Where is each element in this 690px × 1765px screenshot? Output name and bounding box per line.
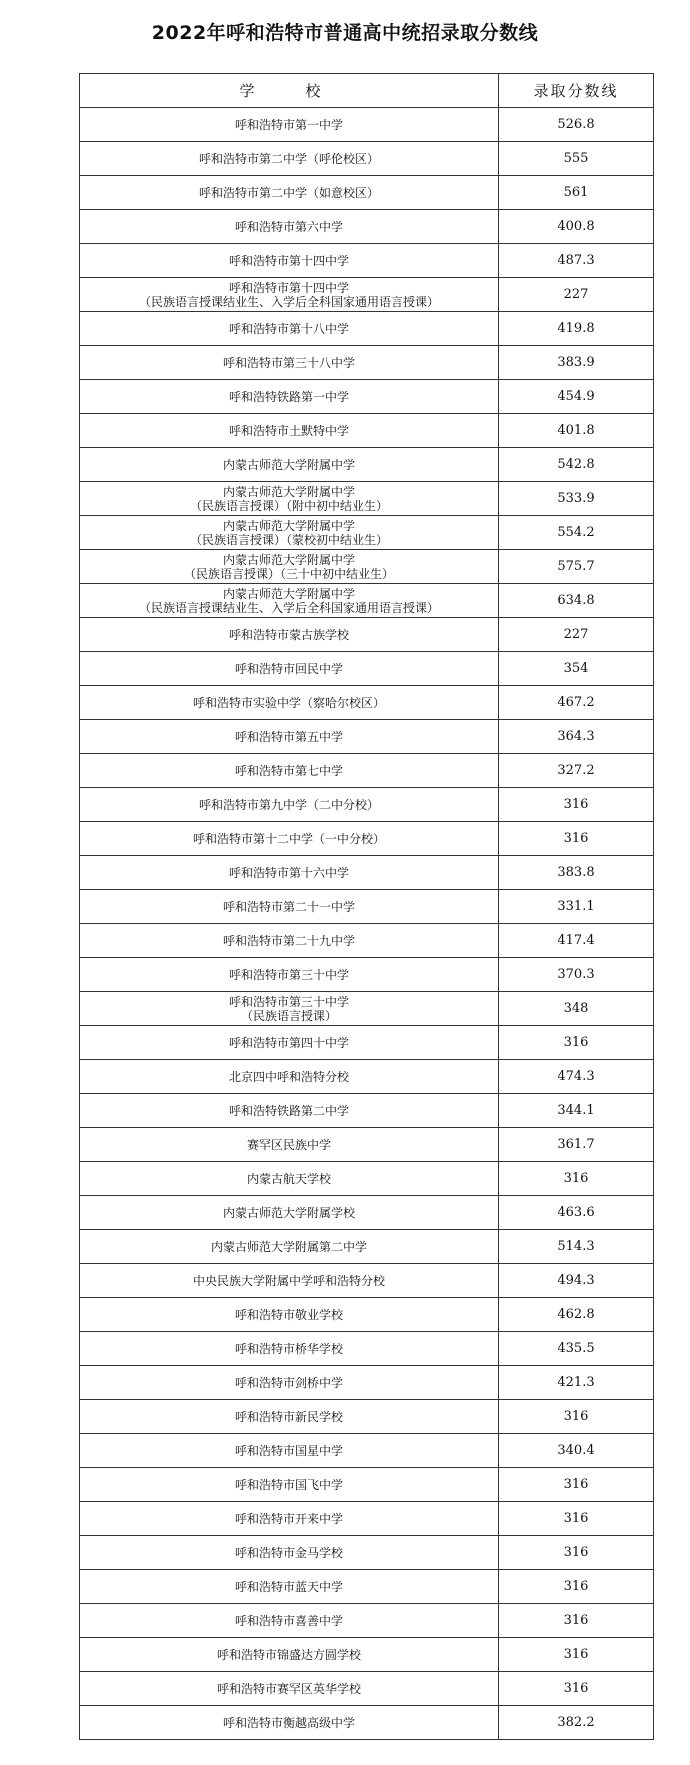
school-name: 呼和浩特市实验中学（察哈尔校区） [192, 695, 385, 710]
school-cell [80, 1366, 499, 1400]
school-cell [80, 1060, 499, 1094]
score-cell: 421.3 [499, 1366, 654, 1400]
table-row [80, 1332, 654, 1366]
school-name: 呼和浩特市锦盛达方圆学校 [216, 1647, 361, 1662]
school-cell [80, 108, 499, 142]
score-cell: 554.2 [499, 516, 654, 550]
header-score: 录取分数线 [499, 74, 654, 108]
school-name: 呼和浩特市剑桥中学 [234, 1375, 343, 1390]
table-row [80, 584, 654, 618]
score-cell: 316 [499, 1468, 654, 1502]
table-row [80, 992, 654, 1026]
school-note: （民族语言授课）（蒙校初中结业生） [189, 532, 388, 547]
score-cell: 474.3 [499, 1060, 654, 1094]
table-row [80, 652, 654, 686]
school-cell [80, 1264, 499, 1298]
score-cell: 316 [499, 1638, 654, 1672]
school-name: 呼和浩特市第三十中学 [228, 994, 349, 1009]
school-name: 赛罕区民族中学 [246, 1137, 331, 1152]
school-cell [80, 1434, 499, 1468]
score-cell: 467.2 [499, 686, 654, 720]
score-cell: 227 [499, 618, 654, 652]
school-name: 呼和浩特市第二中学（如意校区） [198, 185, 379, 200]
school-cell [80, 1638, 499, 1672]
school-cell [80, 244, 499, 278]
score-cell: 316 [499, 1672, 654, 1706]
school-name: 呼和浩特市第二十九中学 [222, 933, 355, 948]
score-cell: 316 [499, 1536, 654, 1570]
school-cell [80, 1298, 499, 1332]
school-cell [80, 890, 499, 924]
school-name: 中央民族大学附属中学呼和浩特分校 [192, 1273, 385, 1288]
score-cell: 417.4 [499, 924, 654, 958]
school-name: 呼和浩特市第十二中学（一中分校） [192, 831, 385, 846]
school-cell [80, 176, 499, 210]
table-row [80, 1230, 654, 1264]
score-cell: 555 [499, 142, 654, 176]
school-name: 呼和浩特市第二中学（呼伦校区） [198, 151, 379, 166]
school-name: 呼和浩特市开来中学 [234, 1511, 343, 1526]
school-cell [80, 1196, 499, 1230]
school-name: 内蒙古师范大学附属中学 [222, 552, 355, 567]
score-cell: 382.2 [499, 1706, 654, 1740]
table-header-row [80, 74, 654, 108]
school-name: 内蒙古师范大学附属第二中学 [210, 1239, 367, 1254]
table-row [80, 142, 654, 176]
score-cell: 494.3 [499, 1264, 654, 1298]
table-row [80, 210, 654, 244]
table-row [80, 176, 654, 210]
score-cell: 340.4 [499, 1434, 654, 1468]
table-row [80, 244, 654, 278]
score-cell: 348 [499, 992, 654, 1026]
table-row [80, 618, 654, 652]
school-cell [80, 1604, 499, 1638]
school-cell [80, 1400, 499, 1434]
school-name: 呼和浩特市第九中学（二中分校） [198, 797, 379, 812]
score-cell: 542.8 [499, 448, 654, 482]
score-cell: 526.8 [499, 108, 654, 142]
school-name: 内蒙古师范大学附属中学 [222, 518, 355, 533]
score-cell: 227 [499, 278, 654, 312]
school-name: 呼和浩特铁路第二中学 [228, 1103, 349, 1118]
score-cell: 487.3 [499, 244, 654, 278]
school-name: 呼和浩特市国星中学 [234, 1443, 343, 1458]
table-row [80, 788, 654, 822]
school-cell [80, 992, 499, 1026]
school-name: 呼和浩特市第七中学 [234, 763, 343, 778]
school-cell [80, 346, 499, 380]
school-name: 呼和浩特市国飞中学 [234, 1477, 343, 1492]
school-cell [80, 414, 499, 448]
score-cell: 316 [499, 1162, 654, 1196]
score-cell: 463.6 [499, 1196, 654, 1230]
school-name: 呼和浩特铁路第一中学 [228, 389, 349, 404]
table-row [80, 346, 654, 380]
score-cell: 316 [499, 788, 654, 822]
table-row [80, 890, 654, 924]
school-cell [80, 924, 499, 958]
school-cell [80, 142, 499, 176]
score-cell: 454.9 [499, 380, 654, 414]
table-row [80, 1366, 654, 1400]
score-cell: 401.8 [499, 414, 654, 448]
school-cell [80, 686, 499, 720]
school-cell [80, 1672, 499, 1706]
table-row [80, 720, 654, 754]
school-note: （民族语言授课） [240, 1008, 337, 1023]
school-cell [80, 1706, 499, 1740]
school-name: 呼和浩特市赛罕区英华学校 [216, 1681, 361, 1696]
score-cell: 331.1 [499, 890, 654, 924]
table-row [80, 924, 654, 958]
table-row [80, 1094, 654, 1128]
school-cell [80, 720, 499, 754]
table-row [80, 448, 654, 482]
table-row [80, 958, 654, 992]
school-name: 内蒙古师范大学附属中学 [222, 484, 355, 499]
school-cell [80, 380, 499, 414]
school-cell [80, 312, 499, 346]
school-cell [80, 1230, 499, 1264]
school-name: 呼和浩特市第十六中学 [228, 865, 349, 880]
school-name: 呼和浩特市衡越高级中学 [222, 1715, 355, 1730]
school-cell [80, 1332, 499, 1366]
school-cell [80, 1128, 499, 1162]
score-cell: 316 [499, 1604, 654, 1638]
score-cell: 419.8 [499, 312, 654, 346]
school-cell [80, 822, 499, 856]
school-cell [80, 788, 499, 822]
score-cell: 344.1 [499, 1094, 654, 1128]
score-cell: 514.3 [499, 1230, 654, 1264]
table-row [80, 1638, 654, 1672]
score-cell: 316 [499, 1400, 654, 1434]
table-row [80, 1400, 654, 1434]
table-row [80, 1298, 654, 1332]
admission-score-table [79, 73, 654, 1740]
score-cell: 361.7 [499, 1128, 654, 1162]
school-name: 北京四中呼和浩特分校 [228, 1069, 349, 1084]
school-name: 呼和浩特市第五中学 [234, 729, 343, 744]
table-row [80, 1434, 654, 1468]
school-cell [80, 754, 499, 788]
school-cell [80, 550, 499, 584]
school-name: 呼和浩特市第四十中学 [228, 1035, 349, 1050]
school-note: （民族语言授课结业生、入学后全科国家通用语言授课） [138, 294, 439, 309]
school-name: 呼和浩特市第二十一中学 [222, 899, 355, 914]
school-cell [80, 1468, 499, 1502]
school-name: 内蒙古师范大学附属中学 [222, 586, 355, 601]
school-cell [80, 1094, 499, 1128]
table-row [80, 754, 654, 788]
school-name: 呼和浩特市敬业学校 [234, 1307, 343, 1322]
table-row [80, 1026, 654, 1060]
school-name: 呼和浩特市第十八中学 [228, 321, 349, 336]
table-row [80, 414, 654, 448]
school-cell [80, 1536, 499, 1570]
score-cell: 462.8 [499, 1298, 654, 1332]
score-cell: 316 [499, 1570, 654, 1604]
page-title: 2022年呼和浩特市普通高中统招录取分数线 [151, 22, 539, 44]
school-name: 内蒙古师范大学附属学校 [222, 1205, 355, 1220]
table-row [80, 686, 654, 720]
school-name: 呼和浩特市第一中学 [234, 117, 343, 132]
school-cell [80, 516, 499, 550]
table-row [80, 482, 654, 516]
score-cell: 383.8 [499, 856, 654, 890]
school-name: 内蒙古航天学校 [246, 1171, 331, 1186]
school-cell [80, 278, 499, 312]
table-row [80, 1502, 654, 1536]
school-cell [80, 652, 499, 686]
score-cell: 561 [499, 176, 654, 210]
header-school: 学 校 [80, 74, 499, 108]
score-cell: 435.5 [499, 1332, 654, 1366]
score-cell: 364.3 [499, 720, 654, 754]
school-cell [80, 1570, 499, 1604]
score-cell: 316 [499, 822, 654, 856]
school-cell [80, 856, 499, 890]
school-name: 呼和浩特市蒙古族学校 [228, 627, 349, 642]
table-row [80, 822, 654, 856]
table-row [80, 380, 654, 414]
score-cell: 354 [499, 652, 654, 686]
school-name: 呼和浩特市第十四中学 [228, 280, 349, 295]
score-cell: 400.8 [499, 210, 654, 244]
school-name: 呼和浩特市新民学校 [234, 1409, 343, 1424]
score-cell: 575.7 [499, 550, 654, 584]
score-cell: 327.2 [499, 754, 654, 788]
score-cell: 634.8 [499, 584, 654, 618]
school-cell [80, 1026, 499, 1060]
table-row [80, 312, 654, 346]
table-row [80, 856, 654, 890]
school-name: 呼和浩特市金马学校 [234, 1545, 343, 1560]
table-row [80, 516, 654, 550]
school-name: 呼和浩特市喜善中学 [234, 1613, 343, 1628]
school-name: 呼和浩特市第六中学 [234, 219, 343, 234]
school-name: 呼和浩特市第三十中学 [228, 967, 349, 982]
school-cell [80, 1162, 499, 1196]
school-cell [80, 210, 499, 244]
school-name: 呼和浩特市第十四中学 [228, 253, 349, 268]
school-cell [80, 482, 499, 516]
table-row [80, 1706, 654, 1740]
table-row [80, 1536, 654, 1570]
table-row [80, 1570, 654, 1604]
school-cell [80, 448, 499, 482]
table-row [80, 1604, 654, 1638]
school-name: 呼和浩特市回民中学 [234, 661, 343, 676]
school-name: 呼和浩特市桥华学校 [234, 1341, 343, 1356]
table-body [80, 108, 654, 1740]
score-cell: 316 [499, 1502, 654, 1536]
table-row [80, 1162, 654, 1196]
score-cell: 533.9 [499, 482, 654, 516]
table-row [80, 1672, 654, 1706]
score-cell: 316 [499, 1026, 654, 1060]
score-cell: 370.3 [499, 958, 654, 992]
table-row [80, 1060, 654, 1094]
school-note: （民族语言授课）（三十中初中结业生） [183, 566, 394, 581]
school-name: 内蒙古师范大学附属中学 [222, 457, 355, 472]
school-cell [80, 618, 499, 652]
school-name: 呼和浩特市土默特中学 [228, 423, 349, 438]
table-row [80, 550, 654, 584]
school-note: （民族语言授课）（附中初中结业生） [189, 498, 388, 513]
school-note: （民族语言授课结业生、入学后全科国家通用语言授课） [138, 600, 439, 615]
table-row [80, 1264, 654, 1298]
school-cell [80, 958, 499, 992]
table-row [80, 1468, 654, 1502]
school-name: 呼和浩特市第三十八中学 [222, 355, 355, 370]
school-cell [80, 584, 499, 618]
school-cell [80, 1502, 499, 1536]
school-name: 呼和浩特市蓝天中学 [234, 1579, 343, 1594]
table-row [80, 278, 654, 312]
table-row [80, 1196, 654, 1230]
table-row [80, 1128, 654, 1162]
table-row [80, 108, 654, 142]
score-cell: 383.9 [499, 346, 654, 380]
